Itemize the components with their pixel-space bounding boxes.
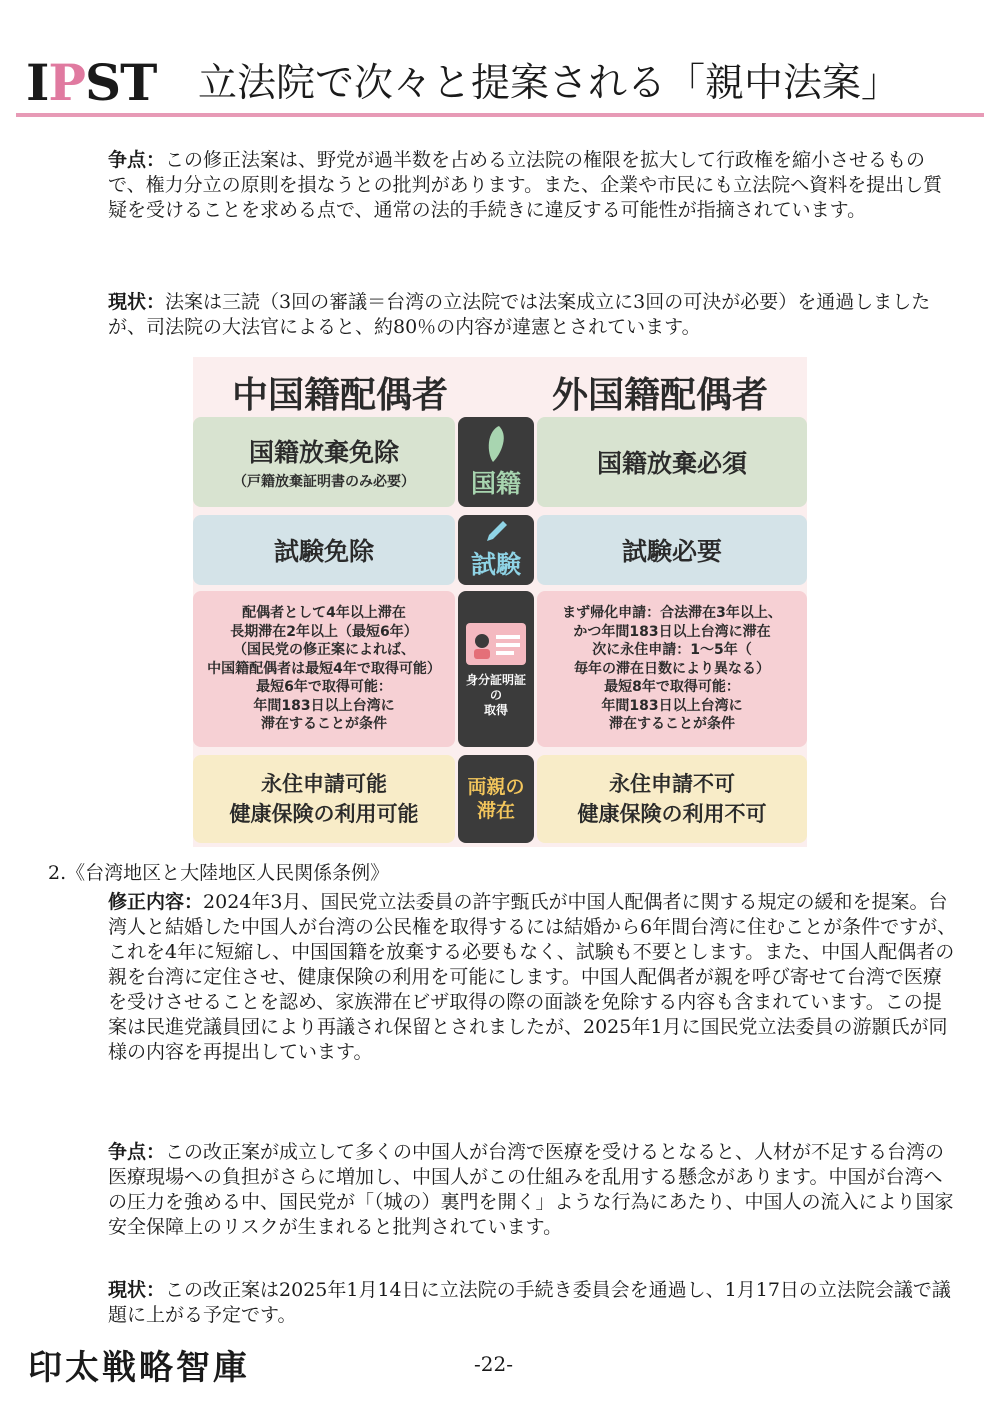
- foreign-id-box: [537, 591, 807, 747]
- chinese-id-line: 長期滞在2年以上（最短6年）: [230, 623, 418, 640]
- id-card-icon: [464, 621, 528, 667]
- dispute-text: この修正法案は、野党が過半数を占める立法院の権限を拡大して行政権を縮小させるもので、権力分立の原則を損なうとの批判があります。また、企業や市民にも立法院へ資料を提出し質疑を受けることを求める点で、通常の法的手続きに違反する可能性が指摘されています。: [108, 149, 943, 221]
- foreign-residency-box: [537, 755, 807, 843]
- ipst-logo: [26, 53, 157, 112]
- chinese-spouse-heading: 中国籍配偶者: [231, 375, 448, 416]
- foreign-residency-line: 健康保険の利用不可: [577, 802, 767, 826]
- nationality-center: [458, 417, 534, 507]
- logo-letters-st: ST: [85, 53, 157, 112]
- id-label-line: 身分証明証: [465, 672, 526, 687]
- status-text: 法案は三読（3回の審議＝台湾の立法院では法案成立に3回の可決が必要）を通過しましたが、司法院の大法官によると、約80％の内容が違憲とされています。: [108, 291, 931, 338]
- foreign-id-line: 滞在することが条件: [609, 716, 735, 733]
- foreign-residency-line: 永住申請不可: [609, 772, 735, 796]
- parents-label-line: 両親の: [467, 776, 525, 798]
- dispute-label: 争点：: [108, 149, 166, 171]
- exam-center: [458, 515, 534, 585]
- amendment-label: 修正内容：: [108, 891, 204, 913]
- status2-paragraph: [108, 1278, 958, 1328]
- status-label: 現状：: [108, 291, 166, 313]
- dispute2-label: 争点：: [108, 1141, 166, 1163]
- foreign-nationality-main: 国籍放棄必須: [596, 449, 747, 478]
- chinese-id-line: 最短6年で取得可能：: [256, 679, 392, 696]
- chinese-residency-line: 永住申請可能: [261, 772, 387, 796]
- chinese-id-line: 配偶者として4年以上滞在: [242, 605, 406, 622]
- amendment-paragraph: [108, 890, 958, 1065]
- foreign-id-line: まず帰化申請：合法滞在3年以上、: [562, 605, 782, 622]
- logo-letter-p: P: [48, 53, 85, 112]
- spouse-comparison-infographic: [193, 357, 807, 847]
- foreign-id-line: 次に永住申請：1～5年（: [592, 642, 752, 659]
- header-divider: [16, 113, 984, 117]
- chinese-id-line: （国民党の修正案によれば、: [233, 642, 415, 659]
- foreign-id-line: 最短8年で取得可能：: [604, 679, 740, 696]
- page-title: 立法院で次々と提案される「親中法案」: [198, 61, 901, 106]
- dispute2-paragraph: [108, 1140, 958, 1240]
- foreign-spouse-heading: 外国籍配偶者: [551, 375, 768, 416]
- chinese-exam-box: [193, 515, 455, 585]
- amendment-text: 2024年3月、国民党立法委員の許宇甄氏が中国人配偶者に関する規定の緩和を提案。台湾人と結婚した中国人が台湾の公民権を取得するには結婚から6年間台湾に住むことが条件ですが、これを4年に短縮し、中国国籍を放棄する必要もなく、試験も不要とします。また、中国人配偶者の親を台湾に定住させ、健康保険の利用を可能にします。中国人配偶者が親を呼び寄せて台湾で医療を受けさせることを認め、家族滞在ビザ取得の際の面談を免除する内容も含まれています。この提案は民進党議員団により再議され保留とされましたが、2025年1月に国民党立法委員の游顥氏が同様の内容を再提出しています。: [108, 891, 957, 1063]
- dispute-paragraph: [108, 148, 958, 223]
- foreign-exam-box: [537, 515, 807, 585]
- foreign-exam-main: 試験必要: [621, 537, 722, 566]
- chinese-id-box: [193, 591, 455, 747]
- parents-center: [458, 755, 534, 843]
- foreign-id-line: 年間183日以上台湾に: [601, 697, 743, 714]
- chinese-nationality-main: 国籍放棄免除: [248, 438, 399, 467]
- exam-label: 試験: [470, 550, 521, 579]
- dispute2-text: この改正案が成立して多くの中国人が台湾で医療を受けるとなると、人材が不足する台湾の医療現場への負担がさらに増加し、中国人がこの仕組みを乱用する懸念があります。中国が台湾への圧力を強める中、国民党が「（城の）裏門を開く」ような行為にあたり、中国人の流入により国家安全保障上のリスクが生まれると批判されています。: [108, 1141, 954, 1238]
- id-center: [458, 591, 534, 747]
- page-number: -22-: [474, 1352, 513, 1376]
- section-heading: 2.《台湾地区と大陸地区人民関係条例》: [48, 862, 390, 884]
- parents-label-line: 滞在: [476, 800, 515, 822]
- taiwan-map-icon: [481, 424, 511, 464]
- status-paragraph: [108, 290, 958, 340]
- chinese-nationality-box: [193, 417, 455, 507]
- logo-letter-i: I: [26, 53, 49, 112]
- id-label-line: 取得: [483, 702, 508, 717]
- footer-organization: 印太戦略智庫: [28, 1348, 250, 1388]
- status2-label: 現状：: [108, 1279, 166, 1301]
- id-label-line: の: [489, 687, 502, 702]
- nationality-label: 国籍: [470, 469, 521, 498]
- chinese-id-line: 年間183日以上台湾に: [253, 697, 395, 714]
- chinese-residency-box: [193, 755, 455, 843]
- pencil-icon: [481, 519, 511, 545]
- status2-text: この改正案は2025年1月14日に立法院の手続き委員会を通過し、1月17日の立法院会議で議題に上がる予定です。: [108, 1279, 951, 1326]
- chinese-residency-line: 健康保険の利用可能: [229, 802, 419, 826]
- foreign-id-line: 毎年の滞在日数により異なる）: [574, 660, 770, 677]
- chinese-id-line: 滞在することが条件: [261, 716, 387, 733]
- foreign-id-line: かつ年間183日以上台湾に滞在: [573, 623, 771, 640]
- chinese-nationality-sub: （戸籍放棄証明書のみ必要）: [233, 474, 415, 490]
- chinese-exam-main: 試験免除: [273, 537, 374, 566]
- chinese-id-line: 中国籍配偶者は最短4年で取得可能）: [207, 660, 441, 677]
- foreign-nationality-box: [537, 417, 807, 507]
